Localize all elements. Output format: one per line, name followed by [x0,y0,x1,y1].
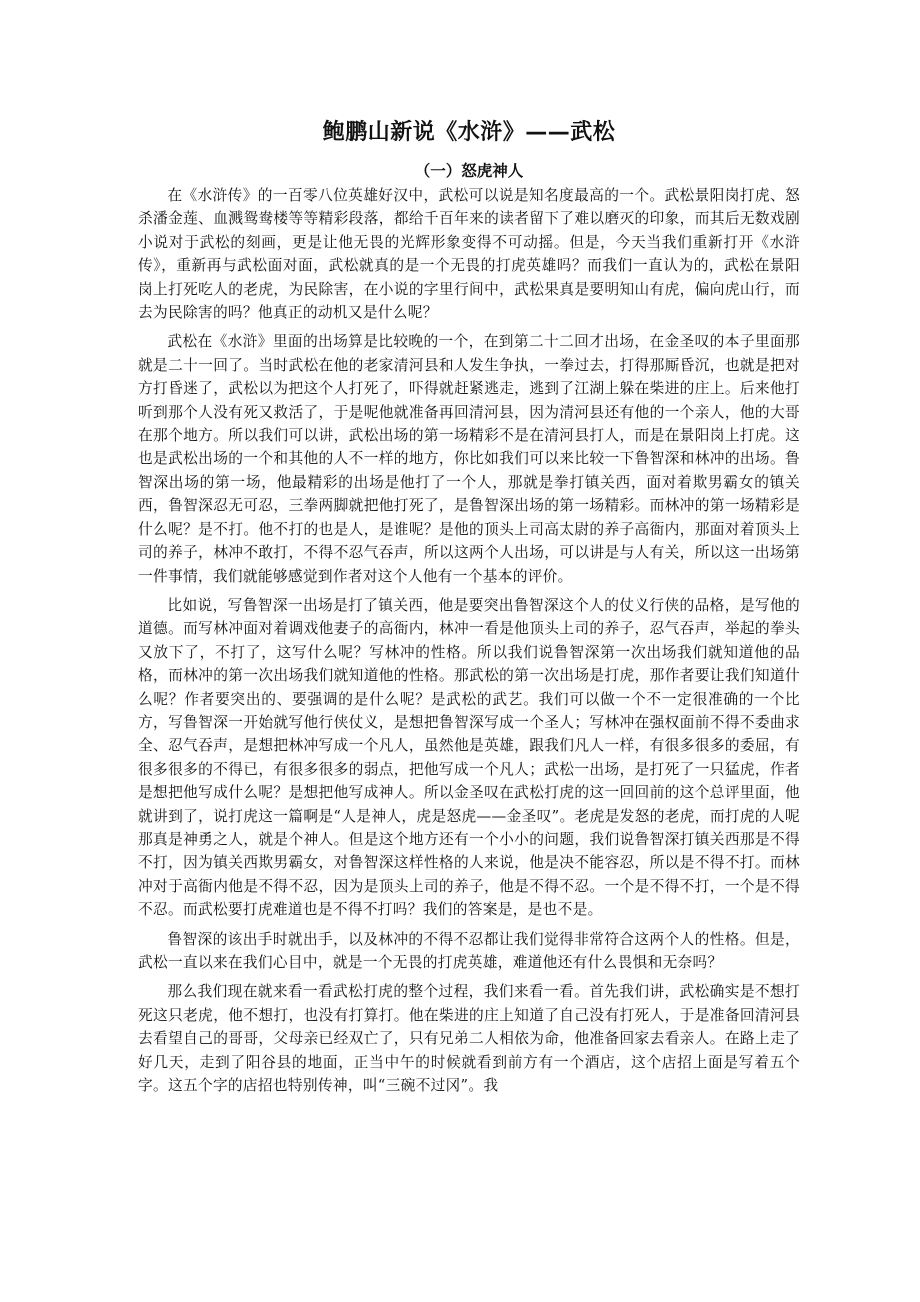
document-page [138,118,800,1103]
paragraph: 那么我们现在就来看一看武松打虎的整个过程，我们来看一看。首先我们讲，武松确实是不想打死这只老虎，他不想打，也没有打算打。他在柴进的庄上知道了自己没有打死人，于是准备回清河县去看望自己的哥哥，父母亲已经双亡了，只有兄弟二人相依为命，他准备回家去看亲人。在路上走了好几天，走到了阳谷县的地面，正当中午的时候就看到前方有一个酒店，这个店招上面是写着五个字。这五个字的店招也特别传神，叫“三碗不过冈”。我 [138,983,800,1095]
paragraph: 在《水浒传》的一百零八位英雄好汉中，武松可以说是知名度最高的一个。武松景阳岗打虎、怒杀潘金莲、血溅鸳鸯楼等等精彩段落，都给千百年来的读者留下了难以磨灭的印象，而其后无数戏剧小说对于武松的刻画，更是让他无畏的光辉形象变得不可动摇。但是，今天当我们重新打开《水浒传》，重新再与武松面对面，武松就真的是一个无畏的打虎英雄吗？而我们一直认为的，武松在景阳岗上打死吃人的老虎，为民除害，在小说的字里行间中，武松果真是要明知山有虎，偏向虎山行，而去为民除害的吗？他真正的动机又是什么呢？ [138,187,800,322]
paragraph: 鲁智深的该出手时就出手，以及林冲的不得不忍都让我们觉得非常符合这两个人的性格。但是，武松一直以来在我们心目中，就是一个无畏的打虎英雄，难道他还有什么畏惧和无奈吗？ [138,930,800,971]
document-title: 鲍鹏山新说《水浒》——武松 [322,120,616,145]
section-title: （一）怒虎神人 [414,162,524,180]
paragraph: 比如说，写鲁智深一出场是打了镇关西，他是要突出鲁智深这个人的仗义行侠的品格，是写他的道德。而写林冲面对着调戏他妻子的高衙内，林冲一看是他顶头上司的养子，忍气吞声，举起的拳头又放下了，不打了，这写什么呢？写林冲的性格。所以我们说鲁智深第一次出场我们就知道他的品格，而林冲的第一次出场我们就知道他的性格。那武松的第一次出场是打虎，那作者要让我们知道什么呢？作者要突出的、要强调的是什么呢？是武松的武艺。我们可以做一个不一定很准确的一个比方，写鲁智深一开始就写他行侠仗义，是想把鲁智深写成一个圣人；写林冲在强权面前不得不委曲求全、忍气吞声，是想把林冲写成一个凡人，虽然他是英雄，跟我们凡人一样，有很多很多的委屈，有很多很多的不得已，有很多很多的弱点，把他写成一个凡人；武松一出场，是打死了一只猛虎，作者是想把他写成什么呢？是想把他写成神人。所以金圣叹在武松打虎的这一回回前的这个总评里面，他就讲到了，说打虎这一篇啊是“人是神人，虎是怒虎——金圣叹”。老虎是发怒的老虎，而打虎的人呢那真是神勇之人，就是个神人。但是这个地方还有一个小小的问题，我们说鲁智深打镇关西那是不得不打，因为镇关西欺男霸女，对鲁智深这样性格的人来说，他是决不能容忍，所以是不得不打。而林冲对于高衙内他是不得不忍，因为是顶头上司的养子，他是不得不忍。一个是不得不打，一个是不得不忍。而武松要打虎难道也是不得不打吗？我们的答案是，是也不是。 [138,596,800,919]
paragraph: 武松在《水浒》里面的出场算是比较晚的一个，在到第二十二回才出场，在金圣叹的本子里面那就是二十一回了。当时武松在他的老家清河县和人发生争执，一拳过去，打得那厮昏沉，也就是把对方打昏迷了，武松以为把这个人打死了，吓得就赶紧逃走，逃到了江湖上躲在柴进的庄上。后来他打听到那个人没有死又救活了，于是呢他就准备再回清河县，因为清河县还有他的一个亲人，他的大哥在那个地方。所以我们可以讲，武松出场的第一场精彩不是在清河县打人，而是在景阳岗上打虎。这也是武松出场的一个和其他的人不一样的地方，你比如我们可以来比较一下鲁智深和林冲的出场。鲁智深出场的第一场，他最精彩的出场是他打了一个人，那就是拳打镇关西，面对着欺男霸女的镇关西，鲁智深忍无可忍，三拳两脚就把他打死了，是鲁智深出场的第一场精彩。而林冲的第一场精彩是什么呢？是不打。他不打的也是人，是谁呢？是他的顶头上司高太尉的养子高衙内，那面对着顶头上司的养子，林冲不敢打，不得不忍气吞声，所以这两个人出场，可以讲是与人有关，所以这一出场第一件事情，我们就能够感觉到作者对这个人他有一个基本的评价。 [138,333,800,585]
